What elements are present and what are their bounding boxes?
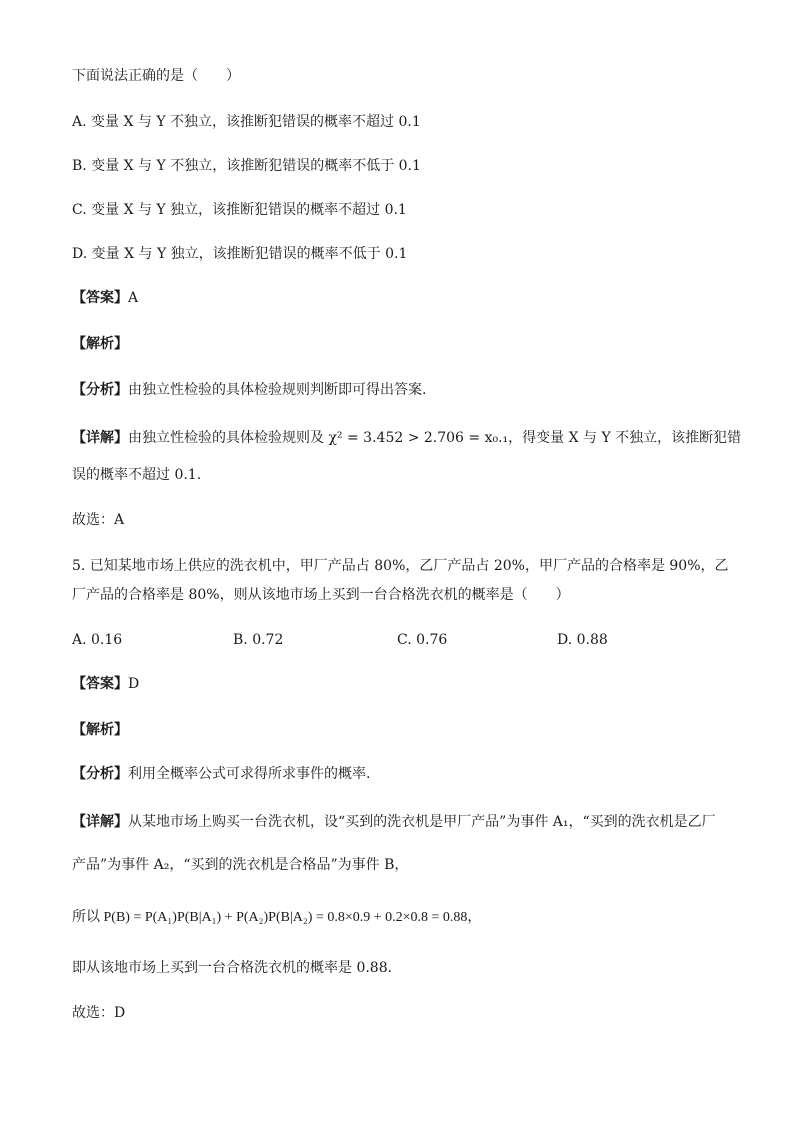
xiangjie-text-1: 由独立性检验的具体检验规则及 χ² = 3.452 > 2.706 = x₀.₁，得变量 X 与 Y 不独立，该推断犯错 [128,430,742,446]
choice-line: 故选：A [72,512,125,528]
q5-formula: 所以 P(B) = P(A₁)P(B|A₁) + P(A₂)P(B|A₂) = 0.8×0.9 + 0.2×0.8 = 0.88， [72,910,482,925]
option-a: A. 变量 X 与 Y 不独立，该推断犯错误的概率不超过 0.1 [72,114,421,130]
xiangjie-label: 【详解】 [72,430,128,446]
answer-value: A [128,290,139,306]
q5-option-b: B. 0.72 [233,632,284,648]
q5-answer-value: D [128,676,140,692]
option-d: D. 变量 X 与 Y 独立，该推断犯错误的概率不低于 0.1 [72,246,408,262]
q5-fenxi-label: 【分析】 [72,766,128,782]
q5-fenxi-line [72,764,370,784]
analysis-label: 【解析】 [72,336,128,352]
q5-stem-1: 5. 已知某地市场上供应的洗衣机中，甲厂产品占 80%，乙厂产品占 20%，甲厂产品的合格率是 90%，乙 [72,558,729,574]
q5-option-d: D. 0.88 [557,632,608,648]
q5-answer-line [72,674,139,694]
xiangjie-line-2: 误的概率不超过 0.1. [72,467,202,483]
q5-fenxi-text: 利用全概率公式可求得所求事件的概率. [128,766,371,782]
answer-label: 【答案】 [72,290,128,306]
question-prompt: 下面说法正确的是（ ） [72,68,240,84]
q5-analysis-label: 【解析】 [72,722,128,738]
fenxi-line [72,380,426,400]
q5-stem-2: 厂产品的合格率是 80%，则从该地市场上买到一台合格洗衣机的概率是（ ） [72,587,570,603]
fenxi-text: 由独立性检验的具体检验规则判断即可得出答案. [128,382,427,398]
q5-option-a: A. 0.16 [72,632,123,648]
q5-option-c: C. 0.76 [397,632,448,648]
option-c: C. 变量 X 与 Y 独立，该推断犯错误的概率不超过 0.1 [72,202,407,218]
fenxi-label: 【分析】 [72,382,128,398]
q5-xiangjie-line-1 [72,812,716,832]
answer-line [72,288,138,308]
q5-conclusion: 即从该地市场上买到一台合格洗衣机的概率是 0.88. [72,960,393,976]
q5-xiangjie-label: 【详解】 [72,814,128,830]
xiangjie-line-1 [72,428,741,448]
q5-xiangjie-text-1: 从某地市场上购买一台洗衣机，设“买到的洗衣机是甲厂产品”为事件 A₁，“买到的洗衣机是乙厂 [128,814,716,830]
q5-choice-line: 故选：D [72,1005,126,1021]
q5-xiangjie-line-2: 产品”为事件 A₂，“买到的洗衣机是合格品”为事件 B， [72,857,409,873]
q5-answer-label: 【答案】 [72,676,128,692]
option-b: B. 变量 X 与 Y 不独立，该推断犯错误的概率不低于 0.1 [72,158,421,174]
